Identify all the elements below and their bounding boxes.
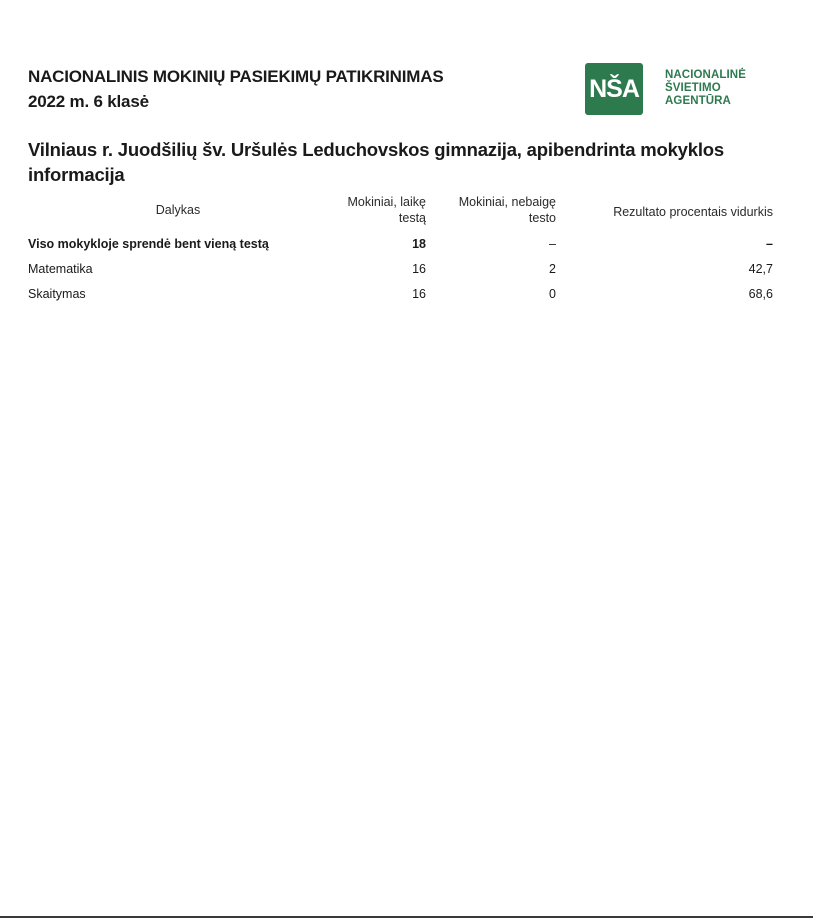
header-students-not-finished [440, 194, 556, 226]
report-header [28, 64, 443, 114]
school-title: Vilniaus r. Juodšilių šv. Uršulės Leduchovskos gimnazija, apibendrinta mokyklos informacija [28, 139, 724, 185]
header-average-percent: Rezultato procentais vidurkis [613, 205, 773, 219]
row-students-not-finished: 0 [549, 287, 556, 301]
row-average-percent: 68,6 [748, 287, 773, 301]
logo-mark: NŠA [585, 63, 643, 115]
row-students-not-finished: – [549, 237, 556, 251]
row-students-not-finished: 2 [549, 262, 556, 276]
page-bottom-divider [0, 916, 813, 918]
agency-logo [585, 63, 785, 117]
report-title: NACIONALINIS MOKINIŲ PASIEKIMŲ PATIKRINIMAS [28, 67, 444, 86]
row-average-percent: – [766, 237, 773, 251]
header-students-not-finished-line-2: testo [528, 211, 556, 225]
row-subject: Viso mokykloje sprendė bent vieną testą [28, 237, 269, 251]
header-students-not-finished-line-1: Mokiniai, nebaigę [458, 195, 556, 209]
report-subtitle: 2022 m. 6 klasė [28, 92, 149, 111]
header-students-took [330, 194, 426, 226]
logo-text [665, 69, 746, 108]
row-subject: Matematika [28, 262, 93, 276]
logo-text-line-3: AGENTŪRA [665, 95, 731, 107]
results-table [28, 194, 788, 307]
table-row [28, 257, 788, 282]
header-students-took-line-2: testą [398, 211, 426, 225]
table-row [28, 232, 788, 257]
logo-text-line-2: ŠVIETIMO [665, 82, 721, 94]
header-subject: Dalykas [155, 203, 201, 217]
row-average-percent: 42,7 [748, 262, 773, 276]
row-students-took: 16 [412, 262, 426, 276]
header-students-took-line-1: Mokiniai, laikę [347, 195, 426, 209]
row-students-took: 18 [412, 237, 426, 251]
row-subject: Skaitymas [28, 287, 86, 301]
table-header [28, 194, 788, 232]
table-row [28, 282, 788, 307]
logo-text-line-1: NACIONALINĖ [665, 69, 746, 81]
row-students-took: 16 [412, 287, 426, 301]
